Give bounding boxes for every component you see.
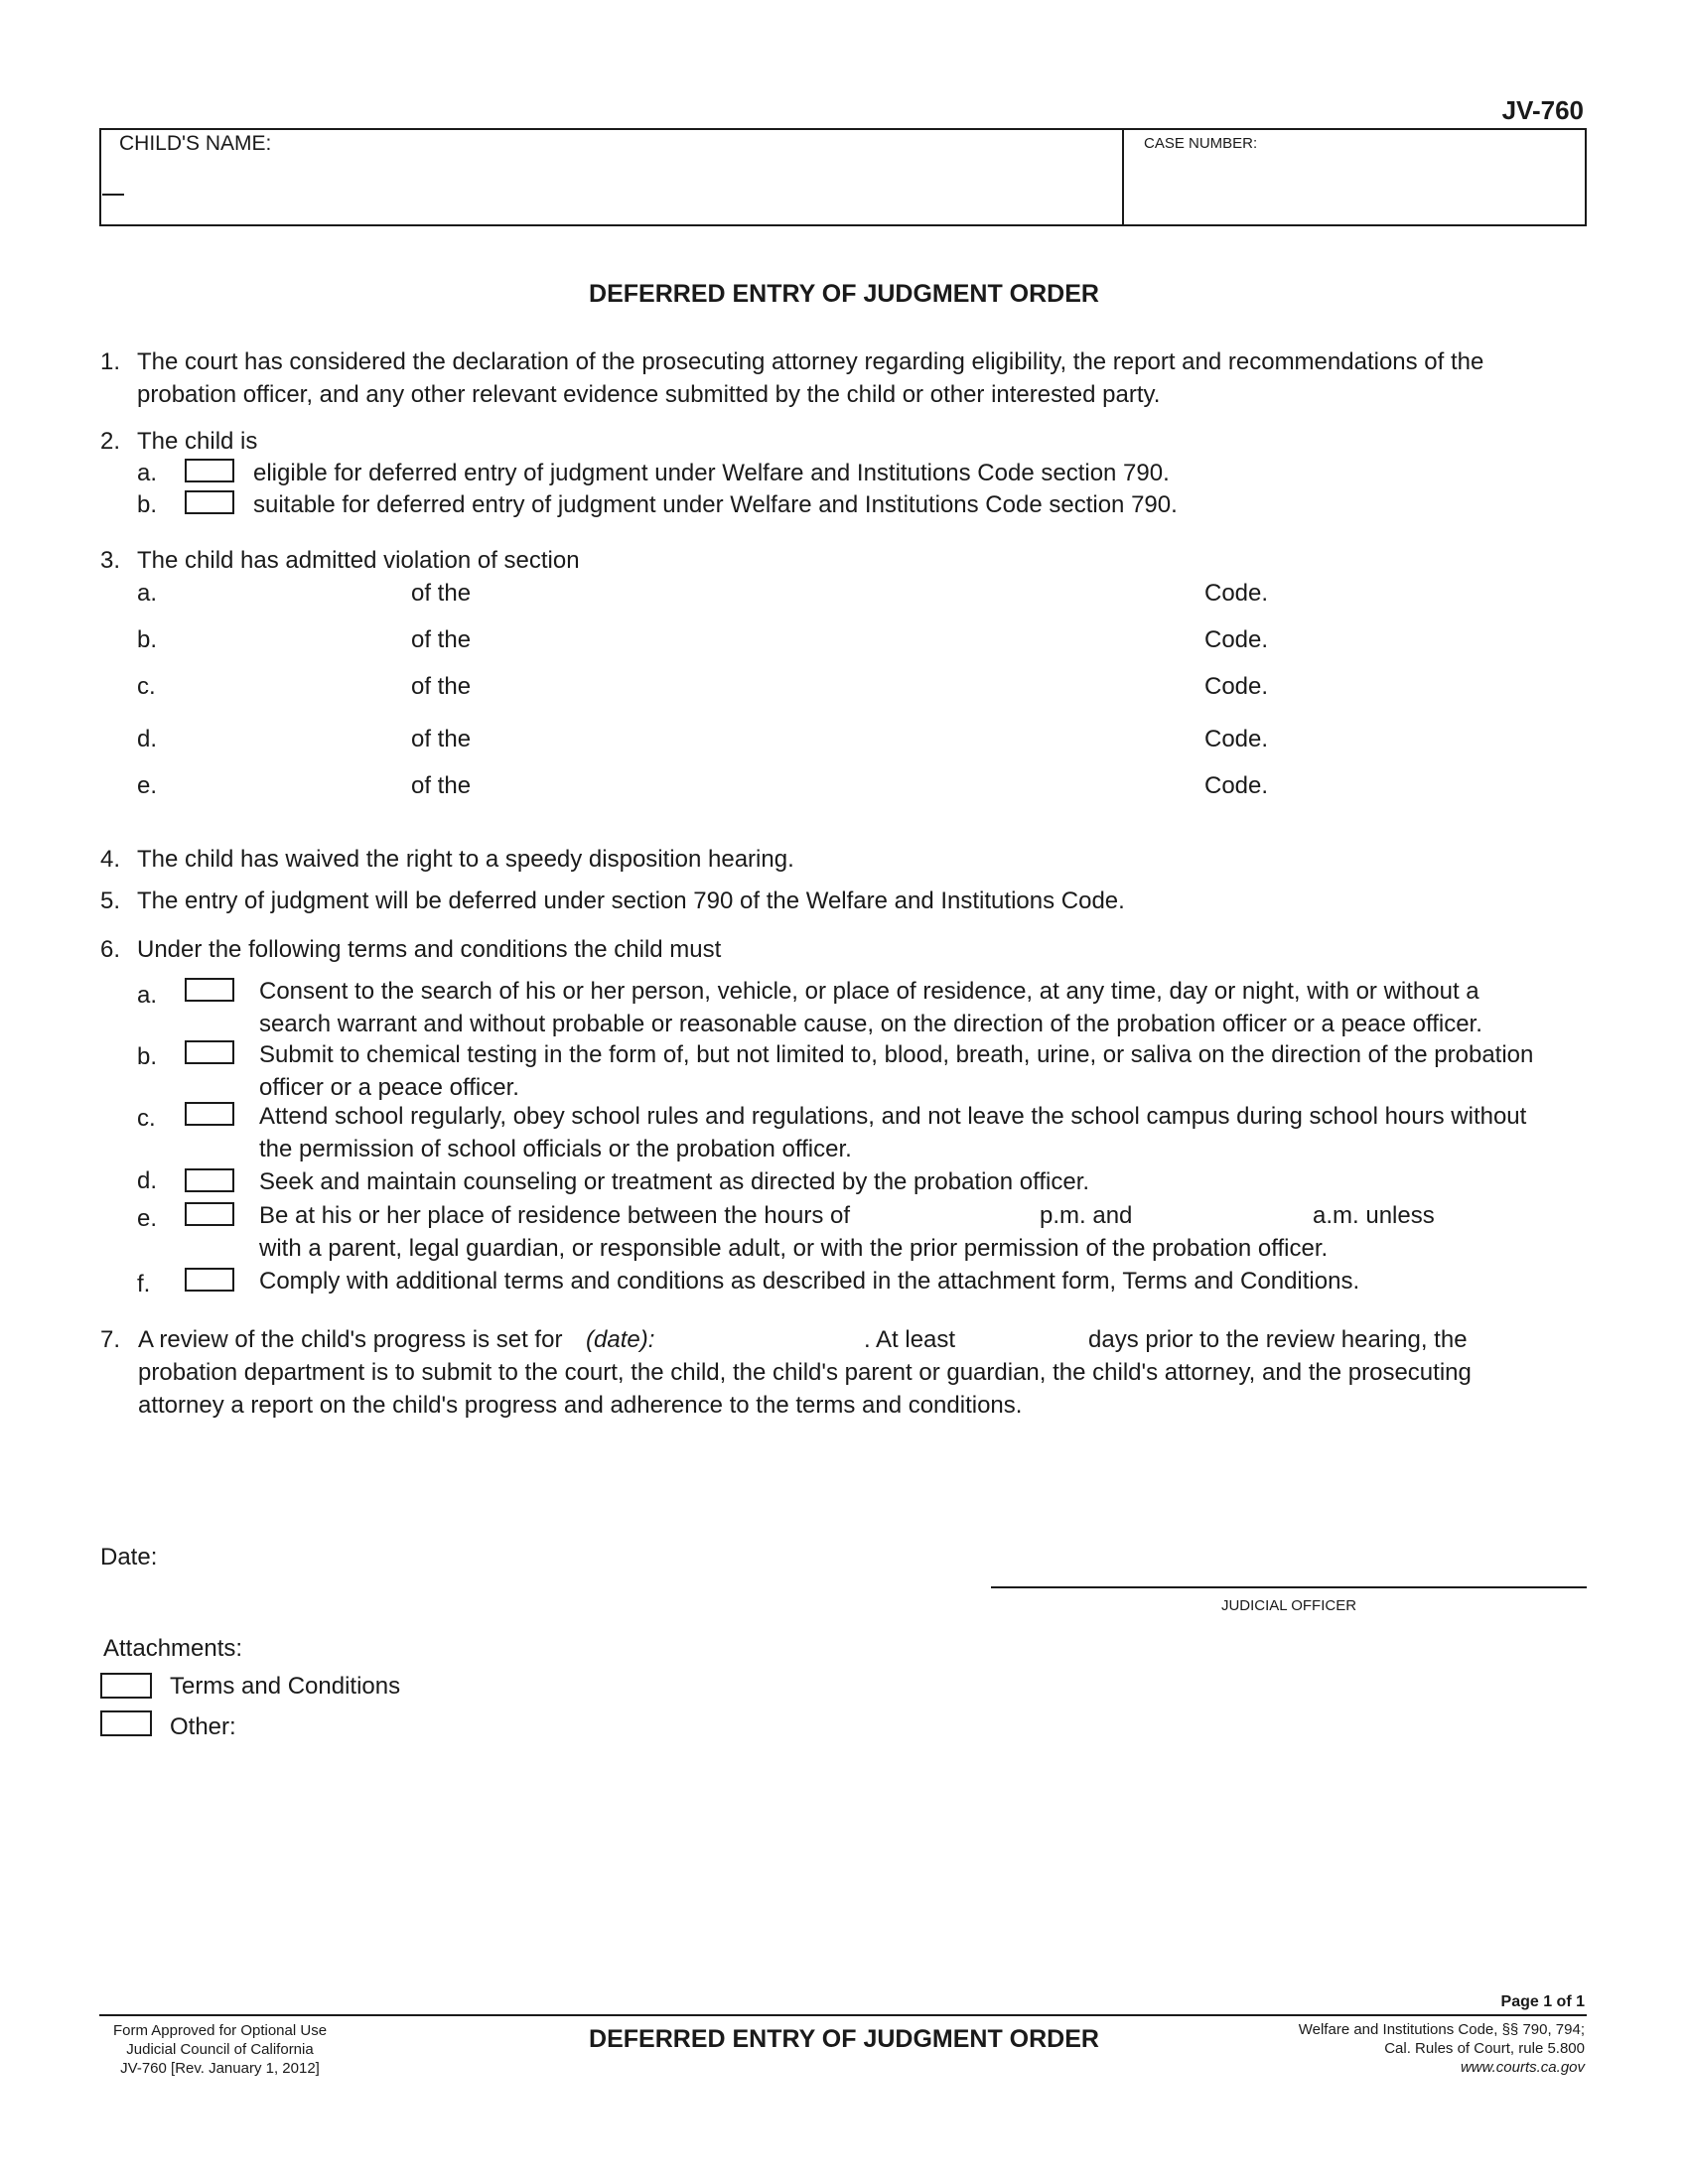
item7-date-label: (date): bbox=[586, 1326, 655, 1353]
violation-row-a-of-the: of the bbox=[411, 580, 472, 607]
item6b-line1: Submit to chemical testing in the form of, but not limited to, blood, breath, urine, or saliva on the direction of the probation bbox=[259, 1041, 1534, 1068]
violation-row-e-code: Code. bbox=[1204, 772, 1269, 799]
item6b-line2: officer or a peace officer. bbox=[259, 1074, 519, 1101]
curfew-am-field[interactable] bbox=[1142, 1199, 1306, 1231]
item3-number: 3. bbox=[100, 547, 121, 574]
violation-row-a-letter: a. bbox=[137, 580, 158, 607]
item6e-part3: a.m. unless bbox=[1313, 1202, 1435, 1229]
item6a-line2: search warrant and without probable or reasonable cause, on the direction of the probation officer or a peace officer. bbox=[259, 1011, 1482, 1037]
item6d-text: Seek and maintain counseling or treatment as directed by the probation officer. bbox=[259, 1168, 1090, 1195]
attachments-label: Attachments: bbox=[103, 1635, 243, 1662]
item7-line3: attorney a report on the child's progress and adherence to the terms and conditions. bbox=[138, 1392, 1023, 1419]
violation-row-e-of-the: of the bbox=[411, 772, 472, 799]
item6f-text: Comply with additional terms and conditions as described in the attachment form, Terms and Conditions. bbox=[259, 1268, 1360, 1295]
item4-text: The child has waived the right to a speedy disposition hearing. bbox=[137, 846, 794, 873]
violation-row-b-section-field[interactable] bbox=[169, 622, 397, 654]
childs-name-field[interactable] bbox=[103, 149, 1118, 222]
name-field-mark bbox=[102, 194, 124, 196]
item2a-text: eligible for deferred entry of judgment under Welfare and Institutions Code section 790. bbox=[253, 460, 1170, 486]
item6a-letter: a. bbox=[137, 982, 158, 1009]
violation-row-c-of-the: of the bbox=[411, 673, 472, 700]
search-consent-checkbox[interactable] bbox=[185, 978, 234, 1002]
review-date-field[interactable] bbox=[665, 1322, 864, 1354]
item6e-part2: p.m. and bbox=[1040, 1202, 1133, 1229]
violation-row-e-letter: e. bbox=[137, 772, 158, 799]
page-number: Page 1 of 1 bbox=[1500, 1993, 1585, 2010]
days-prior-field[interactable] bbox=[978, 1322, 1077, 1354]
footer-left-line2: Judicial Council of California bbox=[126, 2041, 314, 2058]
additional-terms-checkbox[interactable] bbox=[185, 1268, 234, 1292]
eligible-checkbox[interactable] bbox=[185, 459, 234, 482]
violation-row-e-section-field[interactable] bbox=[169, 768, 397, 800]
violation-row-e-code-field[interactable] bbox=[487, 768, 1192, 800]
item2b-text: suitable for deferred entry of judgment under Welfare and Institutions Code section 790. bbox=[253, 491, 1178, 518]
footer-title: DEFERRED ENTRY OF JUDGMENT ORDER bbox=[589, 2025, 1099, 2053]
violation-row-b-code: Code. bbox=[1204, 626, 1269, 653]
footer-left-line3: JV-760 [Rev. January 1, 2012] bbox=[120, 2060, 320, 2077]
violation-row-b-code-field[interactable] bbox=[487, 622, 1192, 654]
caption-divider bbox=[1122, 128, 1124, 226]
childs-name-label: CHILD'S NAME: bbox=[119, 132, 272, 155]
item3-text: The child has admitted violation of section bbox=[137, 547, 580, 574]
violation-row-c-letter: c. bbox=[137, 673, 156, 700]
violation-row-c-code-field[interactable] bbox=[487, 669, 1192, 701]
item6e-letter: e. bbox=[137, 1205, 158, 1232]
item6e-part1: Be at his or her place of residence between the hours of bbox=[259, 1202, 851, 1229]
signature-line bbox=[991, 1586, 1587, 1588]
item1-number: 1. bbox=[100, 348, 121, 375]
chemical-testing-checkbox[interactable] bbox=[185, 1040, 234, 1064]
item6c-line1: Attend school regularly, obey school rules and regulations, and not leave the school campus during school hours without bbox=[259, 1103, 1527, 1130]
item2-number: 2. bbox=[100, 428, 121, 455]
curfew-checkbox[interactable] bbox=[185, 1202, 234, 1226]
footer-right-line1: Welfare and Institutions Code, §§ 790, 794; bbox=[1298, 2021, 1585, 2038]
other-attachment-checkbox[interactable] bbox=[100, 1710, 152, 1736]
judicial-officer-signature-field[interactable] bbox=[991, 1549, 1587, 1584]
violation-row-c-section-field[interactable] bbox=[169, 669, 397, 701]
counseling-checkbox[interactable] bbox=[185, 1168, 234, 1192]
item6b-letter: b. bbox=[137, 1043, 158, 1070]
item6-number: 6. bbox=[100, 936, 121, 963]
item2b-letter: b. bbox=[137, 491, 158, 518]
case-number-field[interactable] bbox=[1128, 154, 1583, 223]
suitable-checkbox[interactable] bbox=[185, 490, 234, 514]
violation-row-a-code-field[interactable] bbox=[487, 576, 1192, 608]
terms-conditions-checkbox[interactable] bbox=[100, 1673, 152, 1699]
violation-row-a-code: Code. bbox=[1204, 580, 1269, 607]
item6a-line1: Consent to the search of his or her person, vehicle, or place of residence, at any time, day or night, with or without a bbox=[259, 978, 1479, 1005]
signature-date-field[interactable] bbox=[169, 1539, 665, 1572]
item6d-letter: d. bbox=[137, 1167, 158, 1194]
item6c-letter: c. bbox=[137, 1105, 156, 1132]
footer-right-line2: Cal. Rules of Court, rule 5.800 bbox=[1384, 2040, 1585, 2057]
item6e-line2: with a parent, legal guardian, or responsible adult, or with the prior permission of the probation officer. bbox=[259, 1235, 1329, 1262]
violation-row-a-section-field[interactable] bbox=[169, 576, 397, 608]
item1-line2: probation officer, and any other relevant evidence submitted by the child or other interested party. bbox=[137, 381, 1161, 408]
item1-line1: The court has considered the declaration of the prosecuting attorney regarding eligibility, the report and recommendations of the bbox=[137, 348, 1484, 375]
form-id: JV-760 bbox=[1501, 95, 1584, 125]
item5-text: The entry of judgment will be deferred under section 790 of the Welfare and Institutions Code. bbox=[137, 887, 1125, 914]
item6-text: Under the following terms and conditions the child must bbox=[137, 936, 722, 963]
violation-row-b-of-the: of the bbox=[411, 626, 472, 653]
item6f-letter: f. bbox=[137, 1271, 151, 1297]
footer-rule bbox=[99, 2014, 1587, 2016]
item2a-letter: a. bbox=[137, 460, 158, 486]
violation-row-d-of-the: of the bbox=[411, 726, 472, 752]
other-attachment-label: Other: bbox=[170, 1713, 236, 1740]
item7-line2: probation department is to submit to the court, the child, the child's parent or guardian, the child's attorney, and the prosecuting bbox=[138, 1359, 1472, 1386]
date-label: Date: bbox=[100, 1544, 158, 1570]
violation-row-d-letter: d. bbox=[137, 726, 158, 752]
violation-row-d-code: Code. bbox=[1204, 726, 1269, 752]
violation-row-d-section-field[interactable] bbox=[169, 722, 397, 753]
terms-conditions-label: Terms and Conditions bbox=[170, 1673, 401, 1700]
violation-row-d-code-field[interactable] bbox=[487, 722, 1192, 753]
other-attachment-field[interactable] bbox=[248, 1707, 844, 1741]
page-title: DEFERRED ENTRY OF JUDGMENT ORDER bbox=[589, 280, 1099, 308]
attend-school-checkbox[interactable] bbox=[185, 1102, 234, 1126]
footer-left-line1: Form Approved for Optional Use bbox=[112, 2022, 328, 2039]
item6c-line2: the permission of school officials or the probation officer. bbox=[259, 1136, 852, 1162]
item5-number: 5. bbox=[100, 887, 121, 914]
item7-part1: A review of the child's progress is set for bbox=[138, 1326, 563, 1353]
violation-row-c-code: Code. bbox=[1204, 673, 1269, 700]
item4-number: 4. bbox=[100, 846, 121, 873]
item7-number: 7. bbox=[100, 1326, 121, 1353]
item7-part3: days prior to the review hearing, the bbox=[1088, 1326, 1468, 1353]
judicial-officer-label: JUDICIAL OFFICER bbox=[1220, 1597, 1357, 1614]
curfew-pm-field[interactable] bbox=[884, 1199, 1033, 1231]
item2-text: The child is bbox=[137, 428, 258, 455]
item7-part2: . At least bbox=[864, 1326, 956, 1353]
violation-row-b-letter: b. bbox=[137, 626, 158, 653]
case-number-label: CASE NUMBER: bbox=[1144, 135, 1258, 152]
courts-website-link[interactable]: www.courts.ca.gov bbox=[1460, 2059, 1585, 2076]
